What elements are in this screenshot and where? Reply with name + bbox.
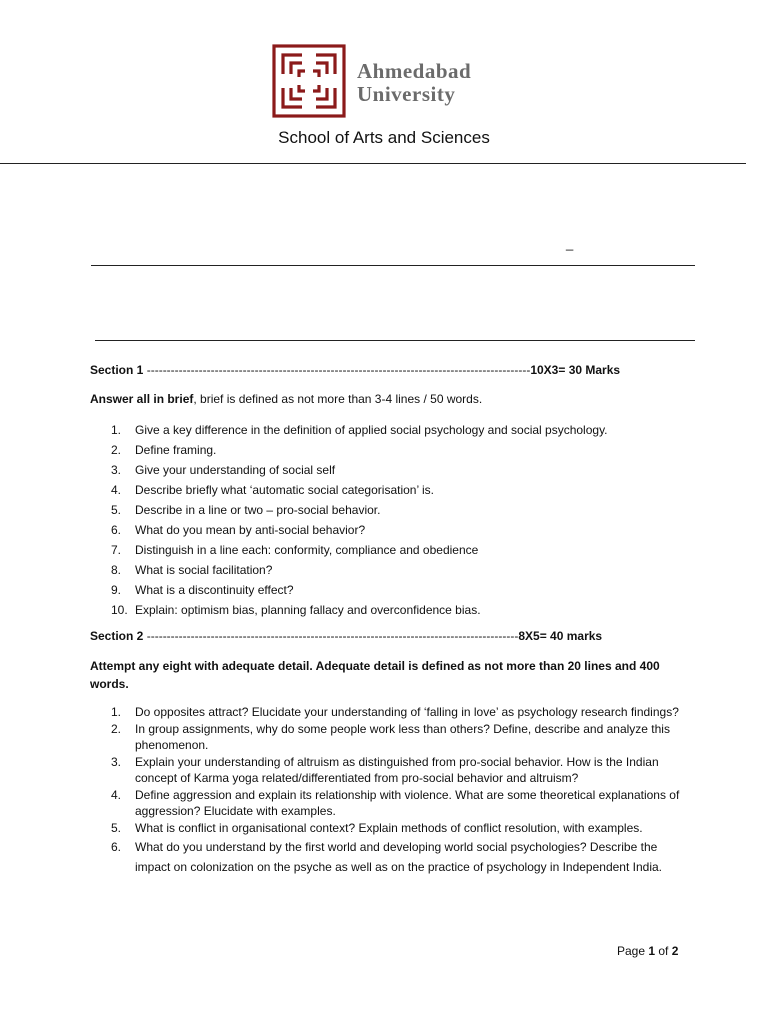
question-item [90, 602, 690, 622]
logo-wordmark [357, 60, 471, 106]
question-item [90, 422, 690, 442]
question-number: 2. [111, 443, 122, 457]
logo-line-1: Ahmedabad [357, 59, 472, 83]
blank-mark: _ [566, 236, 574, 251]
page-total: 2 [671, 944, 679, 958]
question-item [90, 820, 690, 836]
question-text: Explain: optimism bias, planning fallacy and overconfidence bias. [135, 603, 481, 617]
page-label: Page [617, 944, 649, 958]
question-number: 7. [111, 543, 122, 557]
section-1-title: Section 1 [90, 363, 144, 377]
question-item [90, 837, 690, 877]
section-1-instruction-bold: Answer all in brief [90, 392, 194, 406]
question-text: What do you mean by anti-social behavior? [135, 523, 366, 537]
blank-line-2 [95, 340, 695, 341]
question-item [90, 502, 690, 522]
section-2-instruction: Attempt any eight with adequate detail. Adequate detail is defined as not more than 20 lines and 400 words. [90, 659, 660, 691]
school-name-text: School of Arts and Sciences [278, 128, 490, 147]
question-text: What is a discontinuity effect? [135, 583, 294, 597]
question-number: 6. [111, 840, 122, 854]
page-current: 1 [648, 944, 656, 958]
section-2-dashes: --------------------------------------------------------------------------------------------- [146, 629, 519, 643]
section-2-title: Section 2 [90, 629, 144, 643]
question-text: Describe in a line or two – pro-social behavior. [135, 503, 381, 517]
question-text: Describe briefly what ‘automatic social categorisation’ is. [135, 483, 435, 497]
question-number: 4. [111, 788, 122, 802]
question-item [90, 721, 690, 753]
question-text: What is conflict in organisational context? Explain methods of conflict resolution, with examples. [135, 821, 643, 835]
question-item [90, 542, 690, 562]
blank-line-1 [91, 265, 695, 266]
question-item [90, 562, 690, 582]
question-number: 8. [111, 563, 122, 577]
question-text: Explain your understanding of altruism as distinguished from pro-social behavior. How is the Indian concept of Karma yoga related/differentiated from pro-social behavior and altruism? [135, 755, 659, 785]
logo-emblem [272, 44, 346, 118]
section-1-dashes: ------------------------------------------------------------------------------------------------ [146, 363, 531, 377]
question-text: Distinguish in a line each: conformity, compliance and obedience [135, 543, 479, 557]
question-item [90, 787, 690, 819]
question-number: 3. [111, 463, 122, 477]
question-text: Define framing. [135, 443, 217, 457]
question-number: 1. [111, 423, 122, 437]
section-1-marks: 10X3= 30 Marks [530, 363, 621, 377]
question-number: 5. [111, 503, 122, 517]
page-number [617, 944, 678, 958]
question-text: Do opposites attract? Elucidate your understanding of ‘falling in love’ as psychology research findings? [135, 705, 679, 719]
question-item [90, 442, 690, 462]
question-item [90, 754, 690, 786]
question-number: 4. [111, 483, 122, 497]
section-1-questions [90, 422, 690, 622]
question-number: 5. [111, 821, 122, 835]
section-2-heading [90, 628, 690, 645]
question-item [90, 582, 690, 602]
question-number: 10. [111, 603, 128, 617]
question-item [90, 704, 690, 720]
page-of: of [655, 944, 672, 958]
question-text: What do you understand by the first world and developing world social psychologies? Describe the impact on colonization on the psyche as well as on the practice of psychology in Independent India. [135, 840, 662, 874]
question-number: 3. [111, 755, 122, 769]
question-number: 2. [111, 722, 122, 736]
logo-line-2: University [357, 82, 456, 106]
question-text: In group assignments, why do some people work less than others? Define, describe and analyze this phenomenon. [135, 722, 670, 752]
question-item [90, 482, 690, 502]
header-divider [0, 163, 746, 164]
question-text: Give your understanding of social self [135, 463, 336, 477]
question-item [90, 462, 690, 482]
question-number: 9. [111, 583, 122, 597]
question-number: 1. [111, 705, 122, 719]
section-1-instruction-rest: , brief is defined as not more than 3-4 lines / 50 words. [193, 392, 483, 406]
question-text: Define aggression and explain its relationship with violence. What are some theoretical explanations of aggression? Elucidate with examples. [135, 788, 680, 818]
section-2-marks: 8X5= 40 marks [518, 629, 603, 643]
school-name [0, 128, 768, 148]
exam-content [90, 362, 690, 878]
question-text: What is social facilitation? [135, 563, 273, 577]
question-item [90, 522, 690, 542]
section-1-heading [90, 362, 690, 379]
section-1-instruction [90, 391, 690, 408]
question-text: Give a key difference in the definition of applied social psychology and social psychology. [135, 423, 608, 437]
section-2-questions [90, 704, 690, 877]
question-number: 6. [111, 523, 122, 537]
